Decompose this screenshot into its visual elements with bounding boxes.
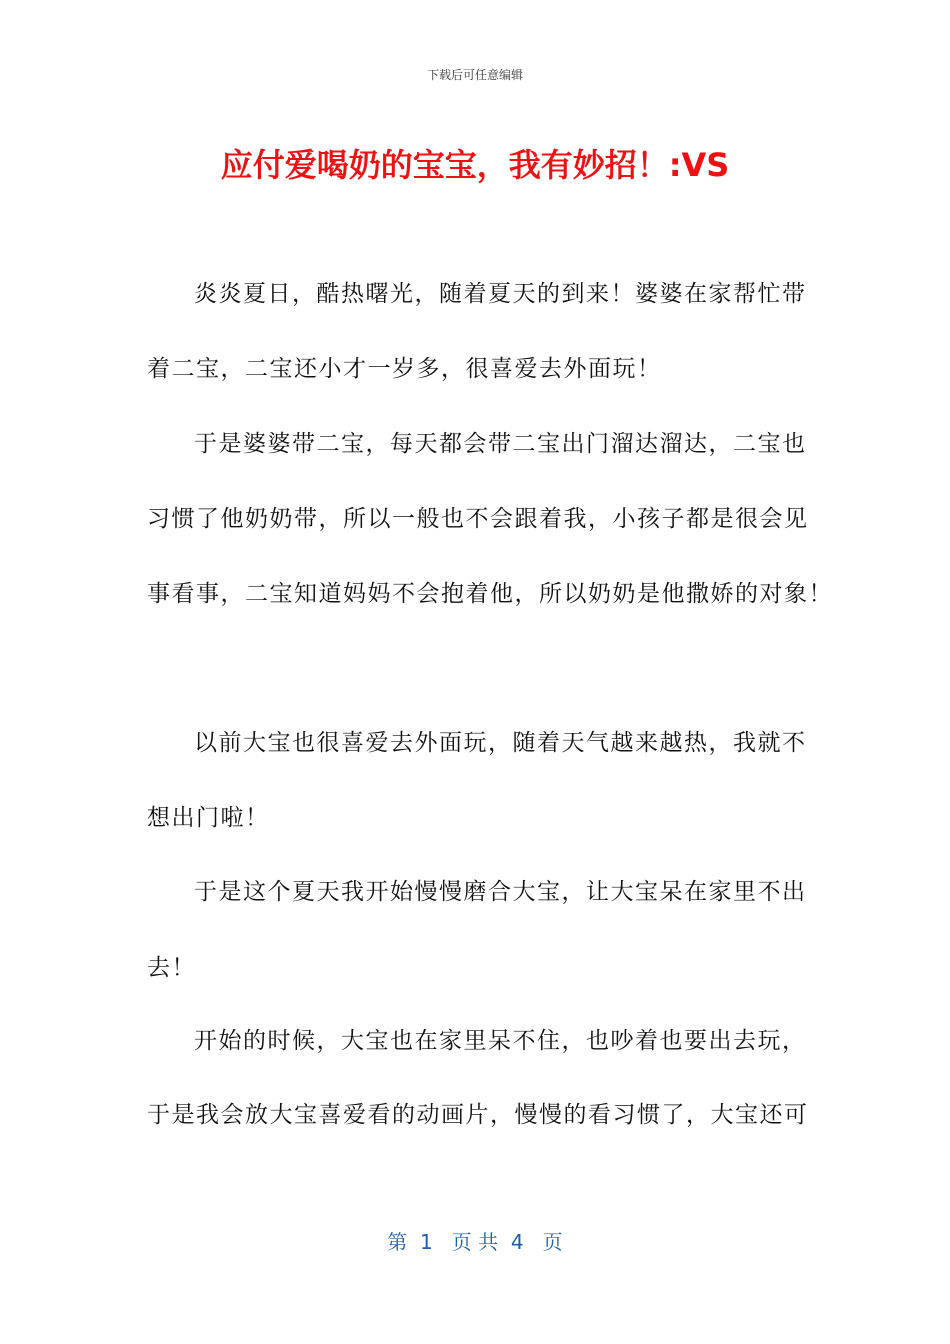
paragraph-2-line-1: 于是婆婆带二宝，每天都会带二宝出门溜达溜达，二宝也 (194, 431, 807, 457)
paragraph-1-line-1: 炎炎夏日，酷热曙光，随着夏天的到来！婆婆在家帮忙带 (194, 281, 807, 307)
paragraph-4-line-2: 去！ (147, 955, 196, 981)
paragraph-2-line-2: 习惯了他奶奶带，所以一般也不会跟着我，小孩子都是很会见 (147, 506, 809, 532)
paragraph-3-line-2: 想出门啦！ (147, 805, 270, 831)
paragraph-5-line-2: 于是我会放大宝喜爱看的动画片，慢慢的看习惯了，大宝还可 (147, 1102, 809, 1128)
paragraph-3-line-1: 以前大宝也很喜爱去外面玩，随着天气越来越热，我就不 (194, 730, 807, 756)
header-note: 下载后可任意编辑 (426, 68, 523, 82)
document-title: 应付爱喝奶的宝宝，我有妙招！:VS (220, 146, 730, 184)
paragraph-2-line-3: 事看事，二宝知道妈妈不会抱着他，所以奶奶是他撒娇的对象！ (147, 581, 833, 607)
paragraph-4-line-1: 于是这个夏天我开始慢慢磨合大宝，让大宝呆在家里不出 (194, 879, 807, 905)
paragraph-1-line-2: 着二宝，二宝还小才一岁多，很喜爱去外面玩！ (147, 356, 662, 382)
paragraph-5-line-1: 开始的时候，大宝也在家里呆不住，也吵着也要出去玩， (194, 1028, 807, 1054)
page-number-footer: 第 1 页 共 4 页 (387, 1230, 563, 1254)
